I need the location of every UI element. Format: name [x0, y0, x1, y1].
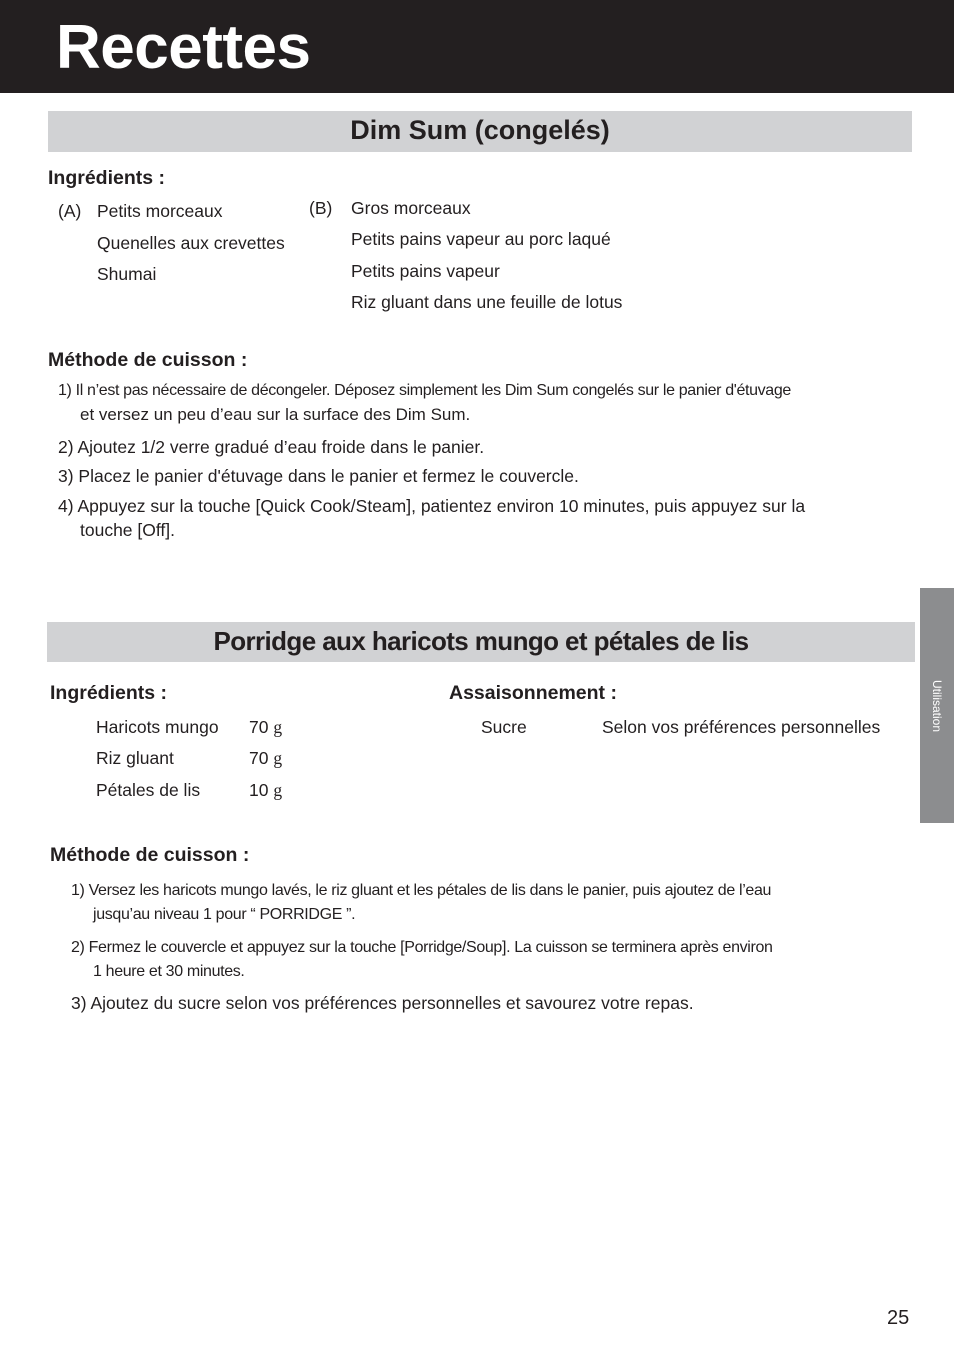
porridge-ingredient-quantity: 70 g: [249, 748, 283, 768]
unit-gram: g: [273, 748, 283, 768]
group-b-item: Gros morceaux: [351, 198, 471, 218]
porridge-section-band: [47, 622, 915, 662]
porridge-ingredient-quantity: 10 g: [249, 780, 283, 800]
group-b-item: Petits pains vapeur: [351, 261, 500, 281]
dim-sum-step-1-continued: et versez un peu d’eau sur la surface des Dim Sum.: [80, 405, 471, 424]
page-number: 25: [887, 1307, 910, 1329]
porridge-step-1: 1) Versez les haricots mungo lavés, le riz gluant et les pétales de lis dans le panier, puis ajoutez de l’eau: [71, 882, 772, 899]
dim-sum-step-4-continued: touche [Off].: [80, 520, 176, 540]
porridge-seasoning-name: Sucre: [481, 717, 527, 737]
porridge-ingredients-label: Ingrédients :: [50, 682, 168, 704]
side-section-tab: [920, 588, 954, 823]
porridge-section-title: Porridge aux haricots mungo et pétales de lis: [213, 626, 749, 656]
group-a-item: Quenelles aux crevettes: [97, 233, 285, 253]
dim-sum-method-label: Méthode de cuisson :: [48, 349, 248, 371]
group-b-marker: (B): [309, 198, 333, 218]
dim-sum-section-band: [48, 111, 912, 152]
dim-sum-section-title: Dim Sum (congelés): [350, 115, 610, 145]
porridge-step-3: 3) Ajoutez du sucre selon vos préférences personnelles et savourez votre repas.: [71, 993, 694, 1013]
group-a-item: Shumai: [97, 264, 157, 284]
porridge-step-2: 2) Fermez le couvercle et appuyez sur la touche [Porridge/Soup]. La cuisson se terminera après environ: [71, 939, 773, 956]
porridge-ingredient-name: Pétales de lis: [96, 780, 201, 800]
porridge-ingredient-name: Haricots mungo: [96, 717, 219, 737]
page-title: Recettes: [56, 13, 311, 82]
porridge-ingredient-quantity: 70 g: [249, 717, 283, 737]
dim-sum-ingredients-label: Ingrédients :: [48, 167, 166, 189]
side-section-tab-label: Utilisation: [930, 679, 944, 733]
group-b-item: Riz gluant dans une feuille de lotus: [351, 292, 623, 312]
dim-sum-step-4: 4) Appuyez sur la touche [Quick Cook/Steam], patientez environ 10 minutes, puis appuyez sur la: [58, 496, 806, 516]
page-header: [0, 0, 954, 93]
group-b-item: Petits pains vapeur au porc laqué: [351, 229, 611, 249]
unit-gram: g: [273, 780, 283, 800]
porridge-ingredient-name: Riz gluant: [96, 748, 174, 768]
dim-sum-step-1: 1) Il n’est pas nécessaire de décongeler. Déposez simplement les Dim Sum congelés sur le panier d'étuvage: [58, 382, 791, 399]
dim-sum-step-3: 3) Placez le panier d'étuvage dans le panier et fermez le couvercle.: [58, 466, 579, 486]
porridge-seasoning-label: Assaisonnement :: [449, 682, 617, 704]
group-a-marker: (A): [58, 201, 82, 221]
dim-sum-step-2: 2) Ajoutez 1/2 verre gradué d’eau froide dans le panier.: [58, 437, 485, 457]
porridge-method-label: Méthode de cuisson :: [50, 844, 250, 866]
porridge-step-2-continued: 1 heure et 30 minutes.: [93, 963, 245, 980]
unit-gram: g: [273, 717, 283, 737]
porridge-seasoning-value: Selon vos préférences personnelles: [602, 717, 881, 737]
porridge-step-1-continued: jusqu’au niveau 1 pour “ PORRIDGE ”.: [93, 906, 356, 923]
group-a-item: Petits morceaux: [97, 201, 223, 221]
